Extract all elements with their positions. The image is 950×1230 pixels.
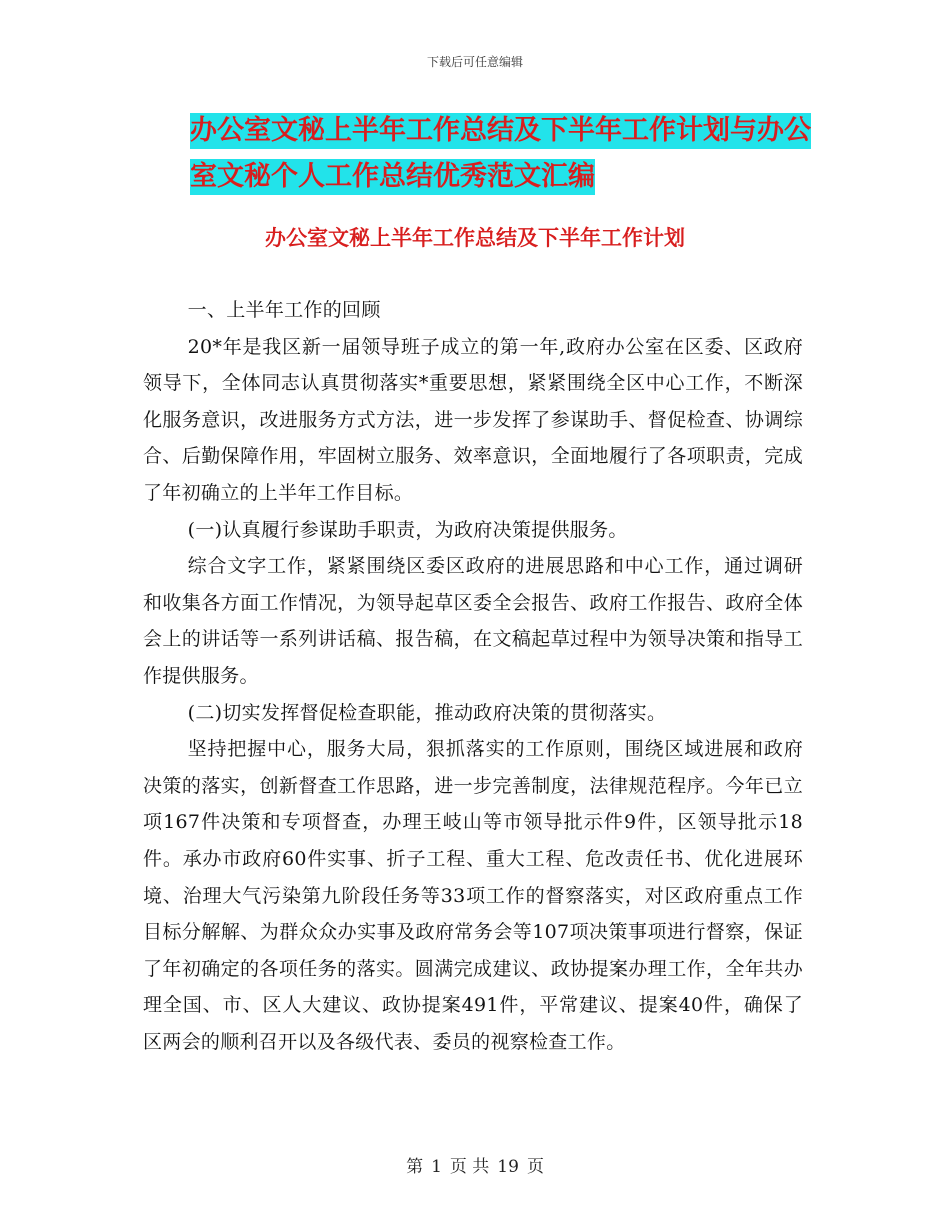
paragraph-heading-review: 一、上半年工作的回顾 <box>187 299 381 321</box>
paragraph-subheading-2: (二)切实发挥督促检查职能，推动政府决策的贯彻落实。 <box>187 701 667 724</box>
footer-middle: 页 共 <box>449 1157 490 1177</box>
footer-total-pages: 19 <box>497 1157 519 1177</box>
footer-prefix: 第 <box>406 1157 424 1177</box>
header-note: 下载后可任意编辑 <box>426 55 523 69</box>
footer-page-number: 1 <box>431 1157 442 1177</box>
footer-suffix: 页 <box>526 1157 544 1177</box>
document-body <box>143 292 803 1060</box>
paragraph: 综合文字工作，紧紧围绕区委区政府的进展思路和中心工作，通过调研和收集各方面工作情况，为领导起草区委全会报告、政府工作报告、政府全体会上的讲话等一系列讲话稿、报告稿，在文稿起草过程中为领导决策和指导工作提供服务。 <box>143 555 803 687</box>
document-title <box>190 108 830 200</box>
section-title: 办公室文秘上半年工作总结及下半年工作计划 <box>265 226 685 250</box>
paragraph: 20*年是我区新一届领导班子成立的第一年,政府办公室在区委、区政府领导下，全体同志认真贯彻落实*重要思想，紧紧围绕全区中心工作，不断深化服务意识，改进服务方式方法，进一步发挥了参谋助手、督促检查、协调综合、后勤保障作用，牢固树立服务、效率意识，全面地履行了各项职责，完成了年初确立的上半年工作目标。 <box>143 335 803 504</box>
paragraph: 坚持把握中心，服务大局，狠抓落实的工作原则，围绕区域进展和政府决策的落实，创新督查工作思路，进一步完善制度，法律规范程序。今年已立项167件决策和专项督查，办理王岐山等市领导批示件9件，区领导批示18件。承办市政府60件实事、折子工程、重大工程、危改责任书、优化进展环境、治理大气污染第九阶段任务等33项工作的督察落实，对区政府重点工作目标分解解、为群众众办实事及政府常务会等107项决策事项进行督察，保证了年初确定的各项任务的落实。圆满完成建议、政协提案办理工作，全年共办理全国、市、区人大建议、政协提案491件，平常建议、提案40件，确保了区两会的顺利召开以及各级代表、委员的视察检查工作。 <box>143 738 803 1053</box>
page-number-footer <box>0 1152 950 1177</box>
title-line-1 <box>190 108 830 154</box>
title-line-2 <box>190 154 830 200</box>
title-line-1-text: 办公室文秘上半年工作总结及下半年工作计划与办公 <box>190 113 811 149</box>
title-line-2-text: 室文秘个人工作总结优秀范文汇编 <box>190 159 595 195</box>
paragraph-subheading-1: (一)认真履行参谋助手职责，为政府决策提供服务。 <box>187 518 628 541</box>
